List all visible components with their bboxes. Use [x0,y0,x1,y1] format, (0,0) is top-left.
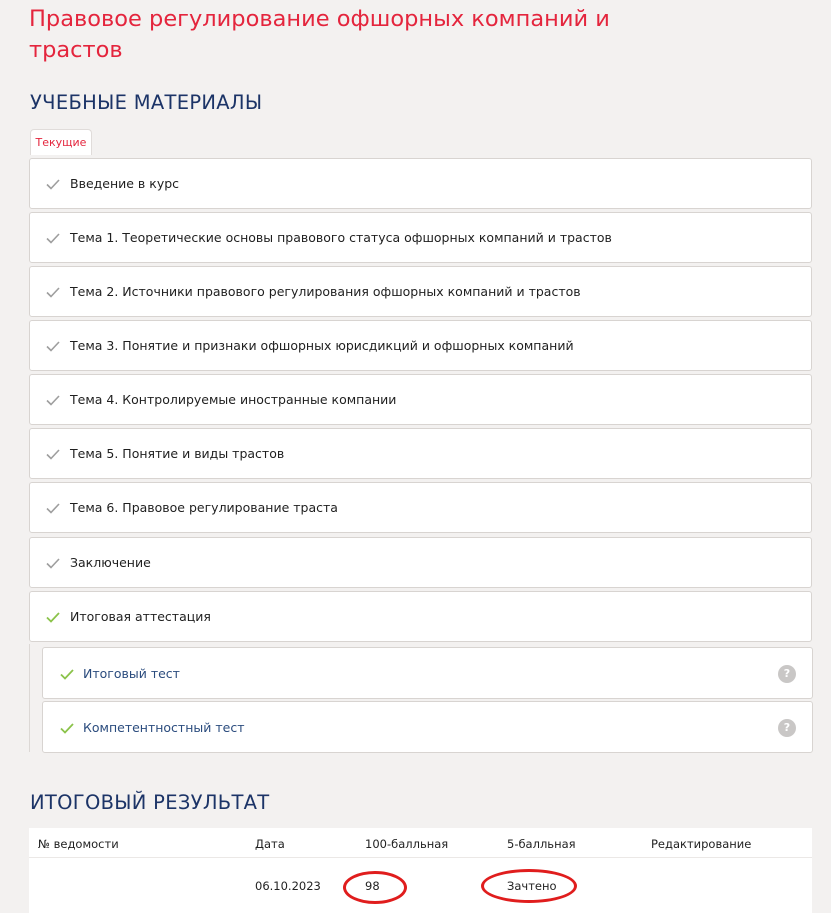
check-icon [46,341,60,352]
column-header-score-100: 100-балльная [365,837,449,851]
material-item-label: Заключение [70,555,151,570]
tab-current[interactable]: Текущие [30,129,92,155]
check-icon [46,287,60,298]
materials-heading: УЧЕБНЫЕ МАТЕРИАЛЫ [30,91,263,114]
material-item-topic-5[interactable] [29,428,812,479]
column-header-edit: Редактирование [651,837,752,851]
annotation-circle-score-100 [343,871,407,904]
column-header-date: Дата [255,837,285,851]
material-item-label: Тема 1. Теоретические основы правового статуса офшорных компаний и трастов [70,230,612,245]
question-icon[interactable]: ? [778,665,796,683]
results-table [29,828,812,913]
sub-item-competency-test[interactable] [42,701,813,753]
check-icon [46,233,60,244]
course-title: Правовое регулирование офшорных компаний и трастов [29,6,610,63]
header-divider [29,857,812,858]
column-header-score-5: 5-балльная [507,837,576,851]
question-icon[interactable]: ? [778,719,796,737]
material-item-intro[interactable] [29,158,812,209]
sub-item-label: Компетентностный тест [83,720,245,735]
sub-item-final-test[interactable] [42,647,813,699]
material-item-topic-6[interactable] [29,482,812,533]
check-icon [46,179,60,190]
final-attestation-subitems [29,644,812,752]
cell-score-100: 98 [365,879,380,893]
material-item-topic-4[interactable] [29,374,812,425]
material-item-final-attestation[interactable] [29,591,812,642]
material-item-topic-2[interactable] [29,266,812,317]
material-item-label: Тема 3. Понятие и признаки офшорных юрисдикций и офшорных компаний [70,338,574,353]
results-heading: ИТОГОВЫЙ РЕЗУЛЬТАТ [30,791,270,814]
material-item-conclusion[interactable] [29,537,812,588]
cell-date: 06.10.2023 [255,879,321,893]
check-icon [46,612,60,623]
check-icon [46,558,60,569]
sub-item-label: Итоговый тест [83,666,180,681]
cell-score-5: Зачтено [507,879,557,893]
material-item-topic-1[interactable] [29,212,812,263]
material-item-label: Итоговая аттестация [70,609,211,624]
material-item-label: Тема 5. Понятие и виды трастов [70,446,285,461]
check-icon [60,723,74,734]
check-icon [60,669,74,680]
check-icon [46,395,60,406]
annotation-circle-score-5 [481,869,577,903]
material-item-label: Введение в курс [70,176,180,191]
material-item-label: Тема 4. Контролируемые иностранные компании [70,392,397,407]
material-item-label: Тема 6. Правовое регулирование траста [70,500,338,515]
column-header-number: № ведомости [38,837,119,851]
material-item-topic-3[interactable] [29,320,812,371]
check-icon [46,449,60,460]
material-item-label: Тема 2. Источники правового регулирования офшорных компаний и трастов [70,284,581,299]
check-icon [46,503,60,514]
